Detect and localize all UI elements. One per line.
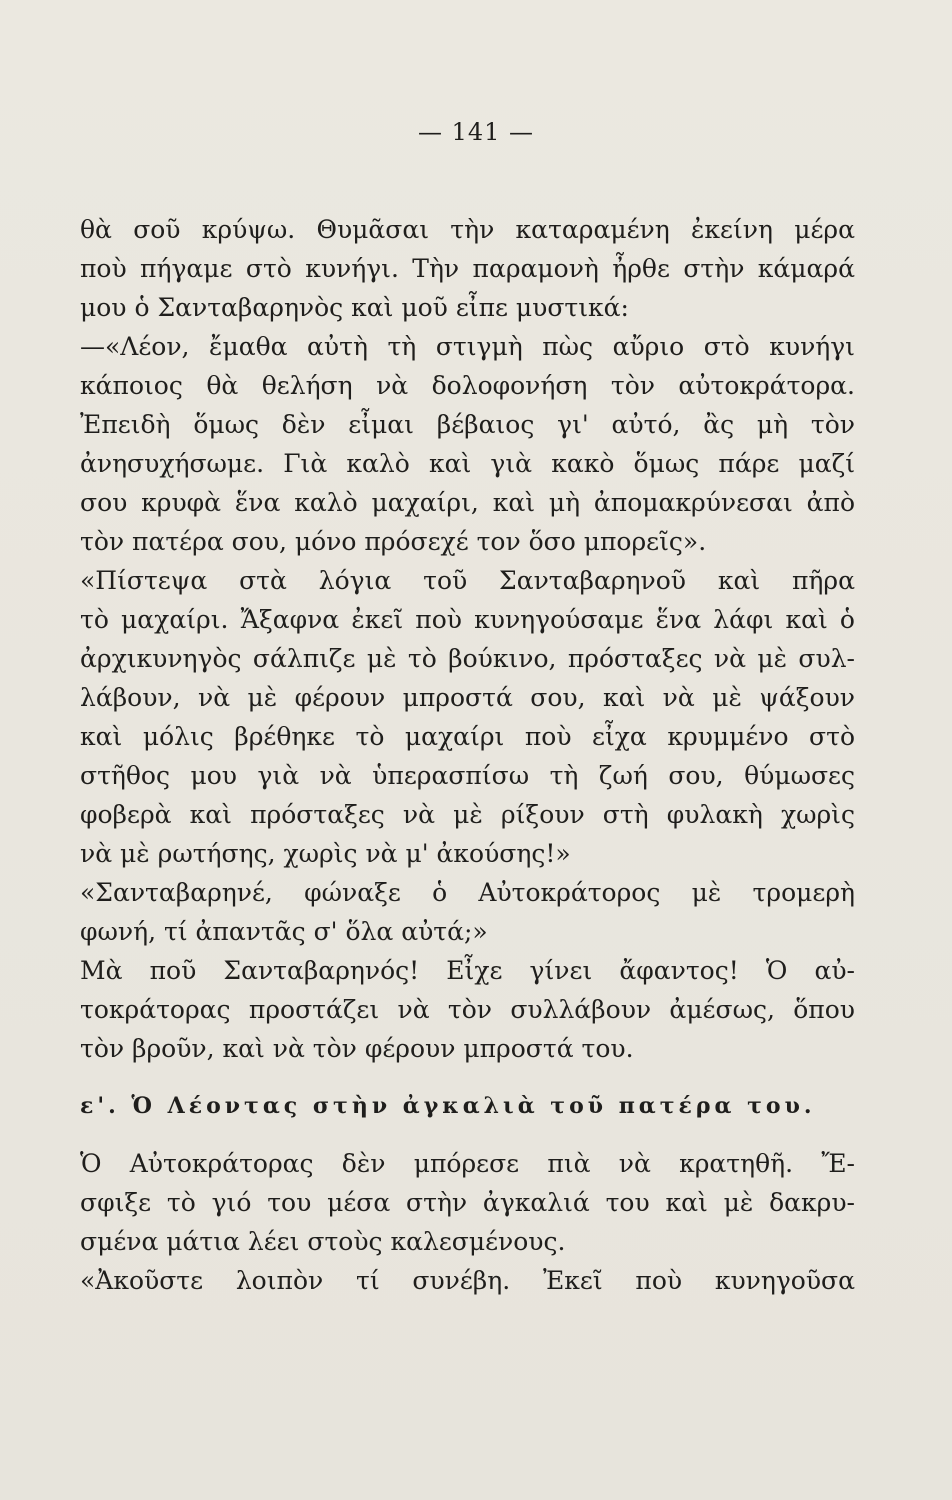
- text-line: «Πίστεψα στὰ λόγια τοῦ Σανταβαρηνοῦ καὶ πῆρα: [80, 566, 855, 595]
- text-line: κάποιος θὰ θελήση νὰ δολοφονήση τὸν αὐτοκράτορα.: [80, 371, 855, 400]
- text-line: φωνή, τί ἀπαντᾶς σ' ὅλα αὐτά;»: [80, 917, 488, 946]
- text-line: Ὁ Αὐτοκράτορας δὲν μπόρεσε πιὰ νὰ κρατηθῆ. Ἔ-: [80, 1149, 855, 1178]
- section-gap: [80, 1068, 855, 1084]
- text-line: νὰ μὲ ρωτήσης, χωρὶς νὰ μ' ἀκούσης!»: [80, 839, 571, 868]
- text-line: Ἐπειδὴ ὅμως δὲν εἶμαι βέβαιος γι' αὐτό, ἂς μὴ τὸν: [80, 410, 855, 439]
- text-line: ἀρχικυνηγὸς σάλπιζε μὲ τὸ βούκινο, πρόσταξες νὰ μὲ συλ-: [80, 644, 855, 673]
- text-line: τοκράτορας προστάζει νὰ τὸν συλλάβουν ἀμέσως, ὅπου: [80, 995, 855, 1024]
- text-line: σμένα μάτια λέει στοὺς καλεσμένους.: [80, 1227, 566, 1256]
- text-line: φοβερὰ καὶ πρόσταξες νὰ μὲ ρίξουν στὴ φυλακὴ χωρὶς: [80, 800, 855, 829]
- section-heading: ε'. Ὁ Λέοντας στὴν ἀγκαλιὰ τοῦ πατέρα του.: [80, 1093, 816, 1119]
- text-line: —«Λέον, ἔμαθα αὐτὴ τὴ στιγμὴ πὼς αὔριο στὸ κυνήγι: [80, 332, 855, 361]
- text-line: «Σανταβαρηνέ, φώναξε ὁ Αὐτοκράτορος μὲ τρομερὴ: [80, 878, 855, 907]
- text-line: τὸν πατέρα σου, μόνο πρόσεχέ τον ὅσο μπορεῖς».: [80, 527, 707, 556]
- text-line: σφιξε τὸ γιό του μέσα στὴν ἀγκαλιά του καὶ μὲ δακρυ-: [80, 1188, 855, 1217]
- text-line: στῆθος μου γιὰ νὰ ὑπερασπίσω τὴ ζωή σου, θύμωσες: [80, 761, 855, 790]
- section-gap: [80, 1128, 855, 1144]
- text-line: καὶ μόλις βρέθηκε τὸ μαχαίρι ποὺ εἶχα κρυμμένο στὸ: [80, 722, 855, 751]
- text-line: τὸ μαχαίρι. Ἄξαφνα ἐκεῖ ποὺ κυνηγούσαμε ἕνα λάφι καὶ ὁ: [80, 605, 855, 634]
- text-line: ποὺ πήγαμε στὸ κυνήγι. Τὴν παραμονὴ ἦρθε στὴν κάμαρά: [80, 254, 855, 283]
- text-line: μου ὁ Σανταβαρηνὸς καὶ μοῦ εἶπε μυστικά:: [80, 293, 629, 322]
- page-number: — 141 —: [417, 118, 535, 146]
- text-line: θὰ σοῦ κρύψω. Θυμᾶσαι τὴν καταραμένη ἐκείνη μέρα: [80, 215, 855, 244]
- text-line: «Ἀκοῦστε λοιπὸν τί συνέβη. Ἐκεῖ ποὺ κυνηγοῦσα: [80, 1266, 855, 1295]
- body-text: [80, 210, 855, 1300]
- text-line: τὸν βροῦν, καὶ νὰ τὸν φέρουν μπροστά του.: [80, 1034, 634, 1063]
- text-line: ἀνησυχήσωμε. Γιὰ καλὸ καὶ γιὰ κακὸ ὅμως πάρε μαζί: [80, 449, 855, 478]
- text-line: σου κρυφὰ ἕνα καλὸ μαχαίρι, καὶ μὴ ἀπομακρύνεσαι ἀπὸ: [80, 488, 855, 517]
- text-line: λάβουν, νὰ μὲ φέρουν μπροστά σου, καὶ νὰ μὲ ψάξουν: [80, 683, 855, 712]
- text-line: Μὰ ποῦ Σανταβαρηνός! Εἶχε γίνει ἄφαντος! Ὁ αὐ-: [80, 956, 855, 985]
